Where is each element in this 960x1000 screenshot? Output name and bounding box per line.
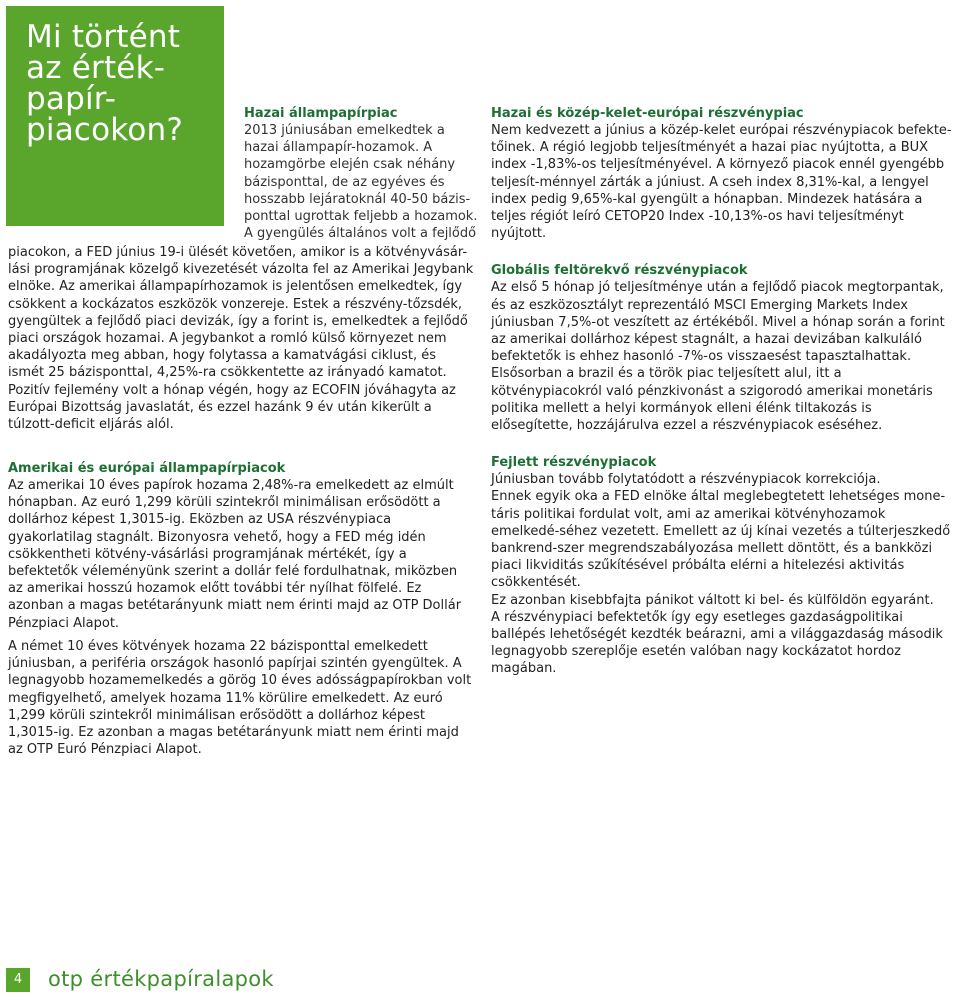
intro-section <box>244 105 480 242</box>
us-eu-bond-heading: Amerikai és európai állampapírpiacok <box>8 461 286 476</box>
cee-equity-text: Nem kedvezett a június a közép-kelet európai részvénypiacok befekte-tőinek. A régió legjobb teljesítményét a hazai piac nyújtotta, a BUX index -1,83%-os teljesítményével. A környező piacok ennél gyengébb teljesít-ménnyel zárták a júniust. A cseh index 8,31%-kal, a lengyel index pedig 9,65%-kal gyengült a hónapban. Mindezek hatására a teljes régiót leíró CETOP20 Index -10,13%-os havi teljesítményt nyújtott. <box>491 123 952 242</box>
em-equity-heading: Globális feltörekvő részvénypiacok <box>491 263 748 279</box>
right-column <box>491 105 953 698</box>
em-equity-text: Az első 5 hónap jó teljesítménye után a fejlődő piacok megtorpantak, és az eszközosztályt reprezentáló MSCI Emerging Markets Index júniusban 7,5%-ot veszített az értékéből. Mivel a hónap során a forint az amerikai dollárhoz képest stagnált, a hazai devizában kalkuláló befektetők is ehhez hasonló -7%-os visszaesést tapasztalhattak. Elsősorban a brazil és a török piac teljesített alul, itt a kötvénypiacokról való pénzkivonást a szigorodó amerikai monetáris politika mellett a helyi kormányok elleni élénk tiltakozás is elősegítette, hozzájárulva ezzel a részvénypiacok eséséhez. <box>491 280 945 434</box>
developed-equity-p2: Ennek egyik oka a FED elnöke által meglebegtetett lehetséges mone-táris politikai fordulat volt, ami az amerikai kötvényhozamok emelkedé-séhez vezetett. Emellett az új kínai vezetés a túlterjeszkedő bankrend-szer megrendszabályozása mellett döntött, és a bankközi piaci likviditás szűkítésével próbálta elérni a hitelezési aktivitás csökkentését. <box>491 489 951 591</box>
cee-equity-heading: Hazai és közép-kelet-európai részvénypiac <box>491 106 804 121</box>
cee-equity-section <box>491 105 953 242</box>
developed-equity-p3: Ez azonban kisebbfajta pánikot váltott ki bel- és külföldön egyaránt. <box>491 592 934 608</box>
german-bond-text: A német 10 éves kötvények hozama 22 bázisponttal emelkedett júniusban, a periféria országok hasonló papírjai szintén gyengültek. A legnagyobb hozamemelkedés a görög 10 éves adósságpapírokban volt megfigyelhető, amelyek hozama 11% körülire emelkedett. Az euró 1,299 körüli szintekről minimálisan erősödött a dollárhoz képest 1,3015-ig. Ez azonban a magas betétarányunk miatt nem érinti majd az OTP Euró Pénzpiaci Alapot. <box>8 639 472 758</box>
us-eu-bond-section <box>8 460 474 632</box>
em-equity-section <box>491 262 953 434</box>
intro-continued-text: piacokon, a FED június 19-i ülését követően, amikor is a kötvényvásár-lási programjának közelgő kivezetését vázolta fel az Amerikai Jegybank elnöke. Az amerikai állampapírhozamok is jelentősen emelkedtek, így csökkent a kockázatos eszközök vonzereje. Estek a részvény-tőzsdék, gyengültek a fejlődő piaci devizák, így a forint is, emelkedtek a fejlődő piaci országok hozamai. A jegybankot a romló külső környezet nem akadályozta meg abban, hogy folytassa a kamatvágási ciklust, és ismét 25 bázisponttal, 4,25%-ra csökkentette az irányadó kamatot. Pozitív fejlemény volt a hónap végén, hogy az ECOFIN jóváhagyta az Európai Bizottság javaslatát, és ezzel hazánk 9 év után kikerült a túlzott-deficit eljárás alól. <box>8 245 474 433</box>
brand-name: otp értékpapíralapok <box>48 967 274 991</box>
page-number: 4 <box>6 968 30 992</box>
page-title: Mi történt az érték-papír-piacokon? <box>26 19 184 148</box>
developed-equity-text <box>491 471 953 677</box>
intro-text: 2013 júniusában emelkedtek a hazai állampapír-hozamok. A hozamgörbe elején csak néhány bázisponttal, de az egyéves és hosszabb lejáratoknál 40-50 bázis-ponttal ugrottak feljebb a hozamok. A gyengülés általános volt a fejlődő <box>244 123 478 242</box>
developed-equity-p1: Júniusban tovább folytatódott a részvénypiacok korrekciója. <box>491 472 881 488</box>
developed-equity-p4: A részvénypiaci befektetők így egy esetleges gazdaságpolitikai ballépés lehetőségét kezdték beárazni, ami a világgazdaság második legnagyobb szereplője esetén valóban nagy kockázatot hordoz magában. <box>491 609 943 677</box>
us-eu-bond-text: Az amerikai 10 éves papírok hozama 2,48%-ra emelkedett az elmúlt hónapban. Az euró 1,299 körüli szintekről minimálisan erősödött a dollárhoz képest 1,3015-ig. Eközben az USA részvénypiaca gyakorlatilag stagnált. Bizonyosra vehető, hogy a FED még idén csökkentheti kötvény-vásárlási programjának mértékét, így a befektetők véleményünk szerint a dollár felé fordulhatnak, miközben az amerikai hosszú hozamok előtt további tér nyílhat fölfelé. Ez azonban a magas betétarányunk miatt nem érinti majd az OTP Dollár Pénzpiaci Alapot. <box>8 478 462 631</box>
intro-heading: Hazai állampapírpiac <box>244 106 398 121</box>
developed-equity-heading: Fejlett részvénypiacok <box>491 455 657 471</box>
developed-equity-section <box>491 454 953 677</box>
